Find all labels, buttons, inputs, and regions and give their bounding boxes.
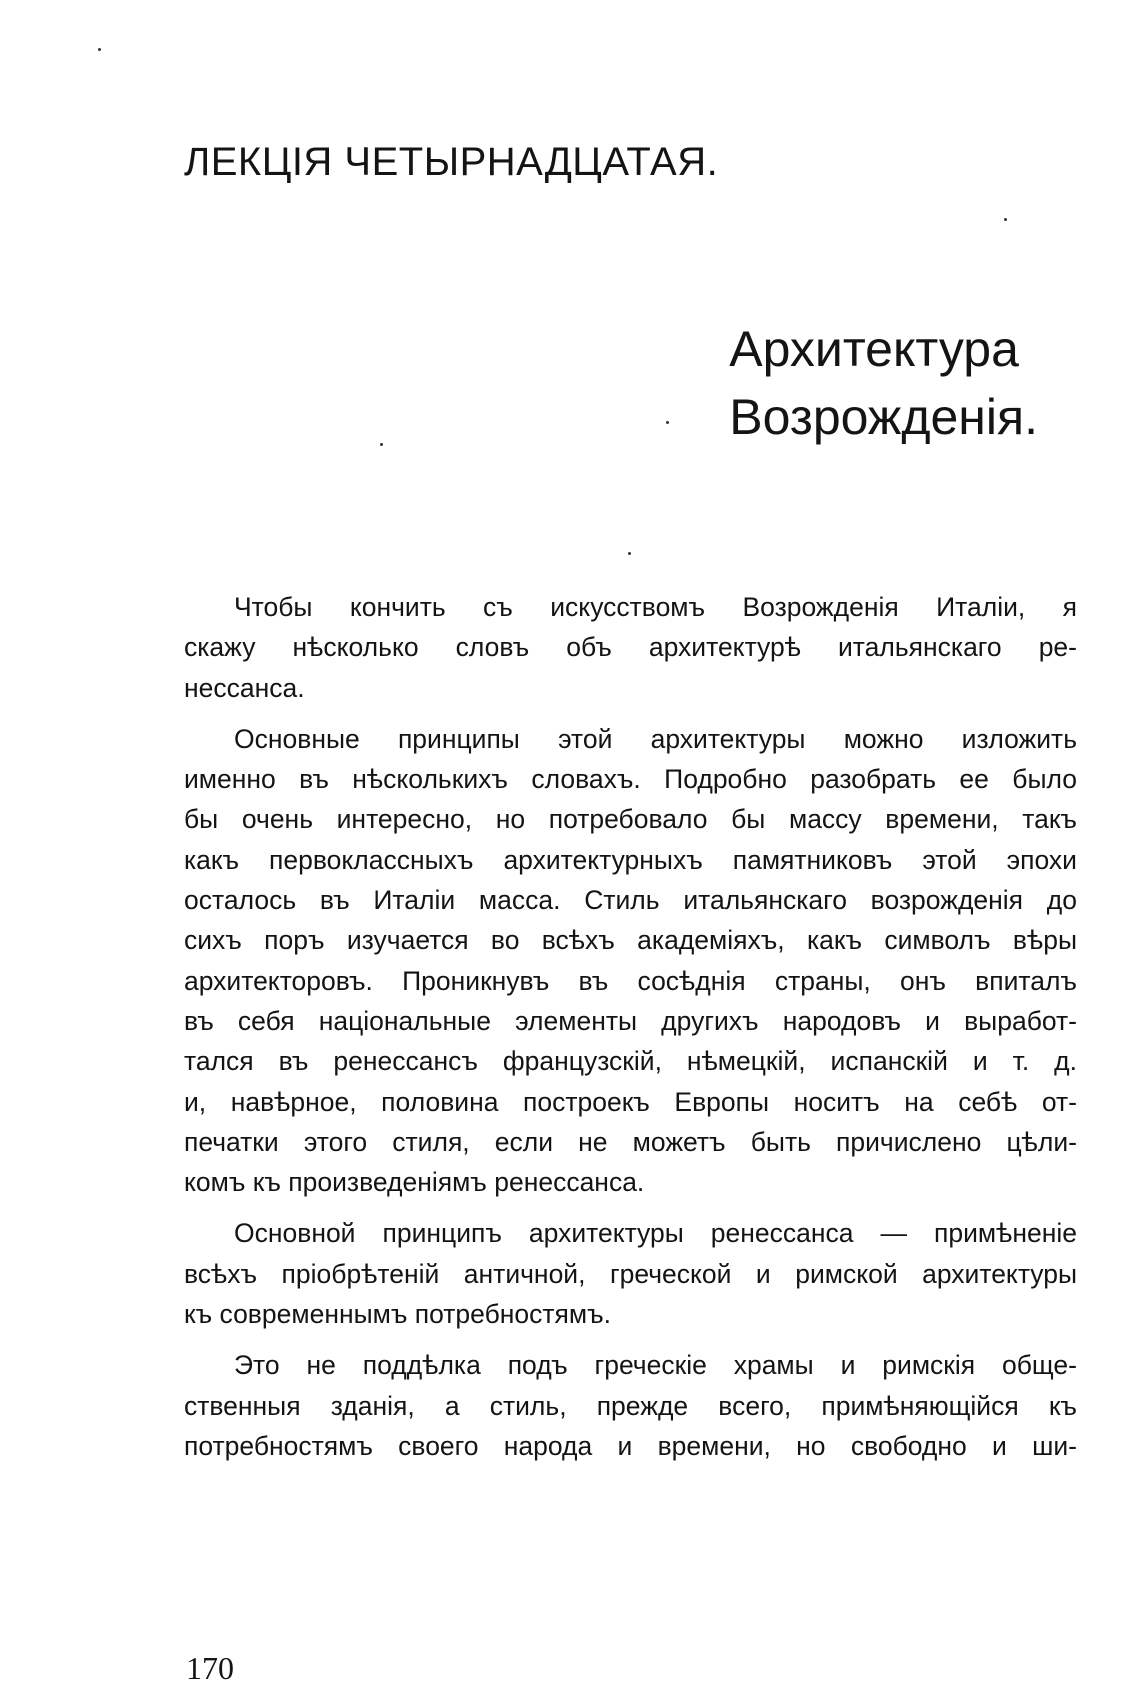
body-text [184, 587, 1077, 1477]
text-line: потребностямъ своего народа и времени, но свободно и ши- [184, 1430, 1077, 1461]
print-speck [380, 443, 383, 446]
paragraph [184, 1345, 1077, 1466]
text-line: всѣхъ пріобрѣтеній античной, греческой и римской архитектуры [184, 1258, 1077, 1289]
chapter-title-line-1: Архитектура [729, 321, 1019, 377]
text-line: въ себя національные элементы другихъ народовъ и выработ- [184, 1005, 1077, 1036]
text-line: къ современнымъ потребностямъ. [184, 1299, 612, 1330]
text-line: ственныя зданія, а стиль, прежде всего, примѣняющійся къ [184, 1390, 1077, 1421]
text-line: печатки этого стиля, если не можетъ быть причислено цѣли- [184, 1126, 1077, 1157]
text-line: скажу нѣсколько словъ объ архитектурѣ итальянскаго ре- [184, 632, 1077, 663]
text-line: осталось въ Италіи масса. Стиль итальянскаго возрожденія до [184, 885, 1077, 916]
print-speck [1004, 218, 1007, 221]
chapter-title [729, 315, 1038, 451]
print-speck [98, 48, 101, 51]
paragraph [184, 719, 1077, 1203]
text-line: какъ первоклассныхъ архитектурныхъ памятниковъ этой эпохи [184, 844, 1077, 875]
text-line: именно въ нѣсколькихъ словахъ. Подробно разобрать ее было [184, 764, 1077, 795]
text-line: бы очень интересно, но потребовало бы массу времени, такъ [184, 804, 1077, 835]
lecture-title: ЛЕКЦІЯ ЧЕТЫРНАДЦАТАЯ. [184, 140, 719, 184]
paragraph [184, 1213, 1077, 1334]
text-line: архитекторовъ. Проникнувъ въ сосѣднія страны, онъ впиталъ [184, 965, 1077, 996]
text-line: сихъ поръ изучается во всѣхъ академіяхъ, какъ символъ вѣры [184, 925, 1077, 956]
text-line: нессанса. [184, 672, 305, 703]
text-line: Это не поддѣлка подъ греческіе храмы и римскія обще- [234, 1350, 1077, 1381]
print-speck [628, 552, 631, 555]
text-line: Чтобы кончить съ искусствомъ Возрожденія Италіи, я [234, 592, 1077, 622]
text-line: комъ къ произведеніямъ ренессанса. [184, 1167, 645, 1198]
text-line: Основные принципы этой архитектуры можно изложить [234, 723, 1077, 754]
paragraph [184, 587, 1077, 708]
text-line: и, навѣрное, половина построекъ Европы носитъ на себѣ от- [184, 1086, 1077, 1117]
print-speck [666, 421, 669, 424]
text-line: Основной принципъ архитектуры ренессанса — примѣненіе [234, 1218, 1077, 1249]
chapter-title-line-2: Возрожденія. [729, 389, 1038, 445]
page-number: 170 [186, 1650, 234, 1686]
text-line: тался въ ренессансъ французскій, нѣмецкій, испанскій и т. д. [184, 1046, 1077, 1077]
